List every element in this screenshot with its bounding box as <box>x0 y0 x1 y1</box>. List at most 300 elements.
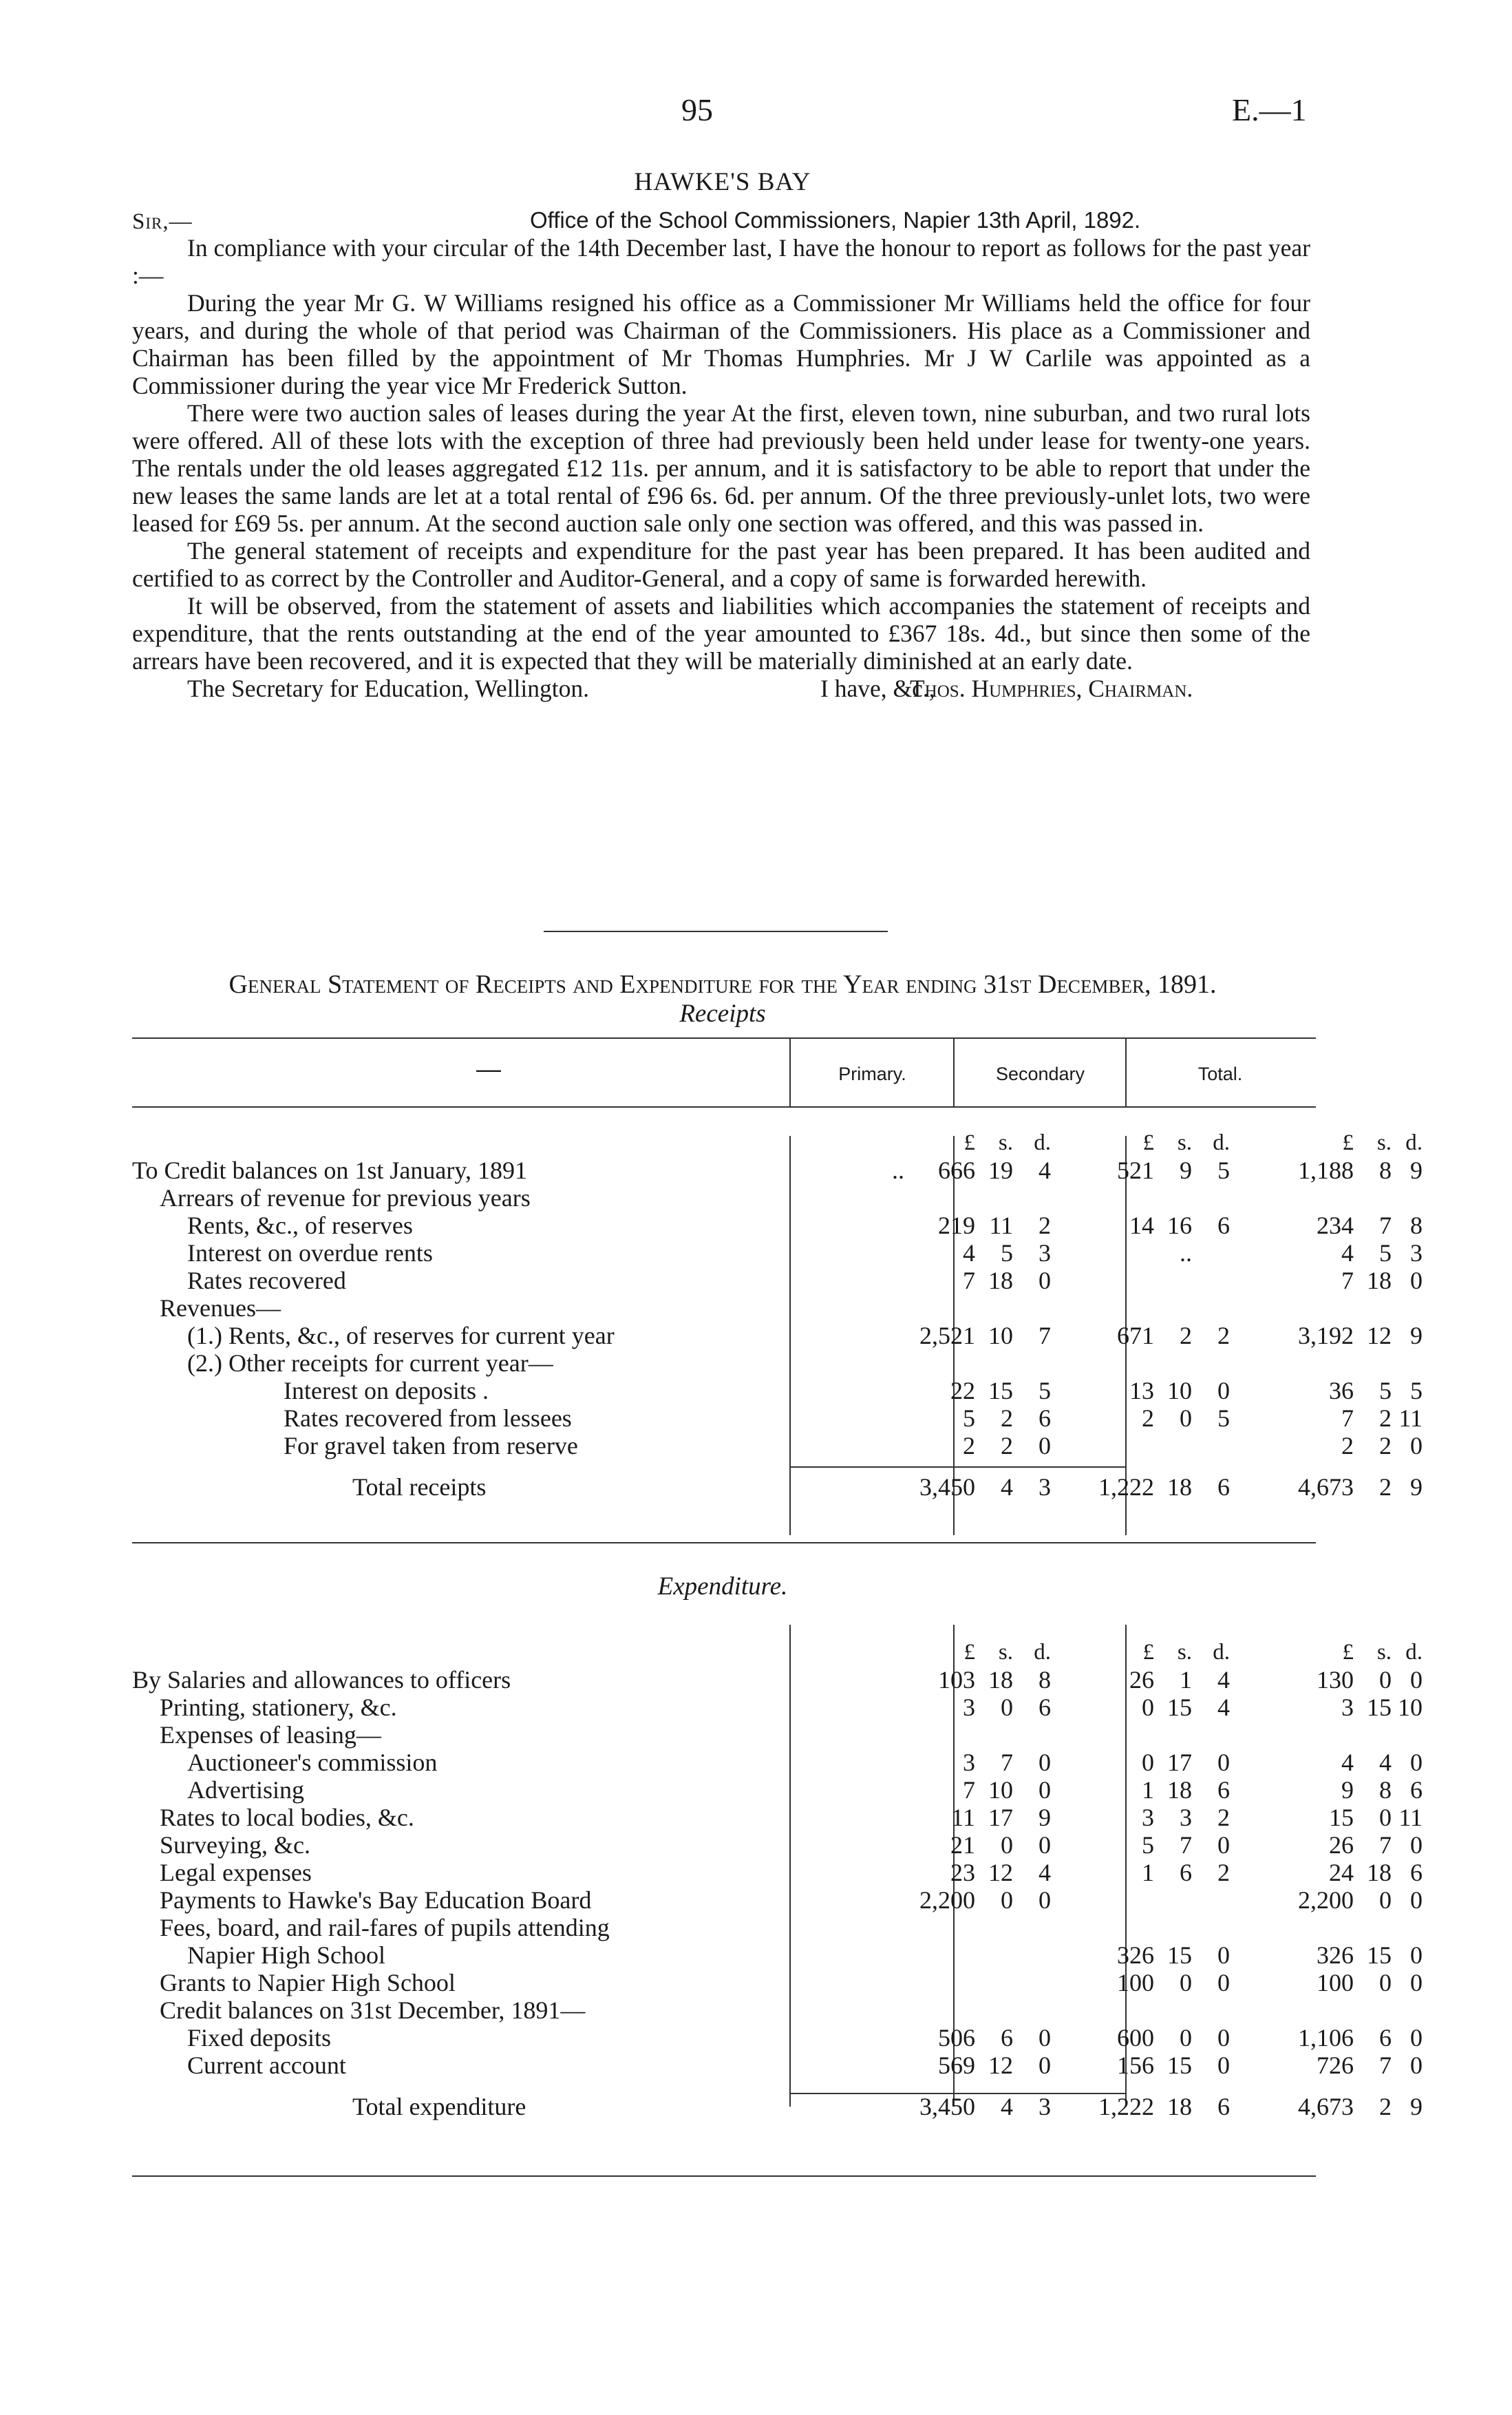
amount-cell: 666 <box>938 1157 975 1184</box>
gap <box>1230 2093 1250 2120</box>
amount-cell: 6 <box>1410 1776 1423 1804</box>
amount-cell <box>910 1996 975 2024</box>
amount-cell <box>1072 1239 1154 1267</box>
row-label-text: (2.) Other receipts for current year— <box>187 1349 553 1377</box>
document-reference: E.—1 <box>1232 92 1307 127</box>
row-label-text: (1.) Rents, &c., of reserves for current year <box>187 1322 615 1349</box>
amount-cell: 12 <box>1367 1322 1392 1349</box>
gap <box>1230 1996 1250 2024</box>
amount-cell: 4 <box>963 1239 975 1267</box>
amount-cell <box>1250 1721 1354 1749</box>
total-amount-cell: 4 <box>1001 2093 1013 2120</box>
signatory: Thos. Humphries, Chairman. <box>910 675 1193 702</box>
gap <box>1230 1776 1250 1804</box>
amount-cell: 0 <box>1410 2052 1423 2079</box>
amount-cell: 100 <box>1117 1969 1154 1996</box>
amount-cell: 18 <box>1167 1776 1192 1804</box>
table-row <box>132 1969 1423 1996</box>
row-label-text: Legal expenses <box>160 1859 312 1886</box>
amount-cell: 0 <box>1039 1267 1051 1294</box>
amount-cell: 7 <box>1379 2052 1392 2079</box>
expenditure-bottom-rule <box>132 2175 1316 2177</box>
amount-cell: 6 <box>1379 2024 1392 2052</box>
amount-cell: 8 <box>1379 1776 1392 1804</box>
gap <box>1051 1377 1072 1404</box>
amount-cell: 9 <box>1180 1157 1192 1184</box>
statement-title: General Statement of Receipts and Expenditure for the Year ending 31st December, 1891. <box>228 970 1217 999</box>
amount-cell: 9 <box>1039 1804 1051 1831</box>
row-label <box>132 1969 910 1996</box>
amount-cell <box>1072 1996 1154 2024</box>
amount-cell: 0 <box>1039 1886 1051 1914</box>
amount-cell <box>910 1294 975 1322</box>
amount-cell <box>1354 1349 1392 1377</box>
table-row <box>132 1749 1423 1776</box>
gap <box>1230 1638 1250 1666</box>
amount-cell: 4 <box>1341 1749 1354 1776</box>
row-label <box>132 1721 910 1749</box>
row-label-text: Rents, &c., of reserves <box>187 1212 413 1239</box>
row-label <box>132 1212 910 1239</box>
amount-cell: 0 <box>1180 1404 1192 1432</box>
amount-cell: 4 <box>1039 1157 1051 1184</box>
row-label-text: Current account <box>187 2052 346 2079</box>
amount-cell <box>1072 1184 1154 1212</box>
amount-cell: 11 <box>1398 1804 1423 1831</box>
unit-label: d. <box>1405 1640 1423 1665</box>
amount-cell: 2 <box>1180 1322 1192 1349</box>
amount-cell: 5 <box>1379 1239 1392 1267</box>
amount-cell: 9 <box>1341 1776 1354 1804</box>
row-label <box>132 1349 910 1377</box>
total-amount-cell: 4 <box>1001 1473 1013 1501</box>
gap <box>1230 1859 1250 1886</box>
letter-paragraph: During the year Mr G. W Williams resigned his office as a Commissioner Mr Williams held the office for four years, and during the whole of that period was Chairman of the Commissioners. His place as a Commissioner and Chairman has been filled by the appointment of Mr Thomas Humphries. Mr J W Carlile was appointed as a Commissioner during the year vice Mr Frederick Sutton. <box>132 289 1310 399</box>
receipts-bottom-rule <box>132 1542 1316 1543</box>
row-label-text: Expenses of leasing— <box>160 1721 381 1749</box>
amount-cell: 7 <box>1341 1404 1354 1432</box>
amount-cell <box>1013 1721 1051 1749</box>
amount-cell: 26 <box>1329 1831 1354 1859</box>
table-header-rule <box>132 1106 1316 1108</box>
amount-cell: 36 <box>1329 1377 1354 1404</box>
total-amount-cell: 3,450 <box>919 1473 975 1501</box>
amount-cell: 0 <box>1217 1969 1230 1996</box>
amount-cell <box>1392 1184 1423 1212</box>
amount-cell: 6 <box>1180 1859 1192 1886</box>
total-row <box>132 1473 1423 1501</box>
amount-cell: 2 <box>1217 1804 1230 1831</box>
amount-cell: 2 <box>1379 1404 1392 1432</box>
table-row <box>132 1804 1423 1831</box>
amount-cell <box>1072 1432 1154 1459</box>
gap <box>1051 1804 1072 1831</box>
row-label <box>132 1694 910 1721</box>
amount-cell: 2 <box>1039 1212 1051 1239</box>
amount-cell: 0 <box>1379 1969 1392 1996</box>
amount-cell <box>1154 1721 1192 1749</box>
amount-cell <box>1013 1969 1051 1996</box>
amount-cell: 100 <box>1317 1969 1354 1996</box>
amount-cell: 6 <box>1217 1776 1230 1804</box>
amount-cell: 2 <box>1142 1404 1154 1432</box>
blank-column-head: — <box>476 1055 501 1083</box>
amount-cell: 600 <box>1117 2024 1154 2052</box>
amount-cell <box>1354 1996 1392 2024</box>
amount-cell: 18 <box>988 1666 1013 1694</box>
gap <box>1230 1322 1250 1349</box>
amount-cell: 103 <box>938 1666 975 1694</box>
amount-cell <box>975 1294 1013 1322</box>
amount-cell: 15 <box>988 1377 1013 1404</box>
amount-cell: 8 <box>1379 1157 1392 1184</box>
gap <box>1051 1886 1072 1914</box>
table-top-rule <box>132 1037 1316 1039</box>
amount-cell: 5 <box>1039 1377 1051 1404</box>
gap <box>1230 2052 1250 2079</box>
amount-cell: 10 <box>988 1322 1013 1349</box>
amount-cell: 13 <box>1129 1377 1154 1404</box>
gap <box>1051 1212 1072 1239</box>
row-label <box>132 1886 910 1914</box>
closing-line: I have, &c., <box>820 675 935 702</box>
amount-cell: 6 <box>1217 1212 1230 1239</box>
amount-cell: 2 <box>1379 1432 1392 1459</box>
column-divider <box>1125 1038 1127 1107</box>
row-label-text: Grants to Napier High School <box>160 1969 456 1996</box>
amount-cell <box>1154 1432 1192 1459</box>
amount-cell: 5 <box>1410 1377 1423 1404</box>
table-row <box>132 1914 1423 1941</box>
section-divider <box>544 931 888 932</box>
amount-cell: 506 <box>938 2024 975 2052</box>
amount-cell <box>1154 1886 1192 1914</box>
row-label <box>132 1804 910 1831</box>
amount-cell: 0 <box>1410 1432 1423 1459</box>
amount-cell: 15 <box>1167 2052 1192 2079</box>
amount-cell <box>1250 1294 1354 1322</box>
amount-cell <box>1250 1996 1354 2024</box>
table-row <box>132 1322 1423 1349</box>
amount-cell: 5 <box>963 1404 975 1432</box>
amount-cell: 4 <box>1379 1749 1392 1776</box>
total-amount-cell: 6 <box>1217 1473 1230 1501</box>
row-label <box>132 1184 910 1212</box>
amount-cell <box>975 1941 1013 1969</box>
amount-cell: 18 <box>988 1267 1013 1294</box>
amount-cell: 16 <box>1167 1212 1192 1239</box>
amount-cell <box>910 1349 975 1377</box>
row-label-text: Payments to Hawke's Bay Education Board <box>160 1886 592 1914</box>
amount-cell: 1 <box>1142 1776 1154 1804</box>
amount-cell: 3 <box>963 1749 975 1776</box>
row-label <box>132 1776 910 1804</box>
amount-cell: 11 <box>1398 1404 1423 1432</box>
row-label-text: Printing, stationery, &c. <box>160 1694 397 1721</box>
gap <box>1230 1129 1250 1157</box>
table-row <box>132 1886 1423 1914</box>
amount-cell: 8 <box>1410 1212 1423 1239</box>
amount-cell: 0 <box>1217 1831 1230 1859</box>
gap <box>1230 1694 1250 1721</box>
row-label <box>132 1859 910 1886</box>
row-label-text: Fixed deposits <box>187 2024 332 2052</box>
row-label-text: Revenues— <box>160 1294 281 1322</box>
amount-cell: 0 <box>1410 1749 1423 1776</box>
gap <box>1051 1666 1072 1694</box>
amount-cell: 3 <box>1142 1804 1154 1831</box>
row-label <box>132 1377 910 1404</box>
table-row <box>132 2052 1423 2079</box>
page-number: 95 <box>681 92 713 127</box>
amount-cell <box>1192 1996 1230 2024</box>
salutation: Sir,— <box>132 209 193 234</box>
gap <box>1230 1804 1250 1831</box>
amount-cell: 15 <box>1167 1694 1192 1721</box>
total-amount-cell: 1,222 <box>1098 2093 1154 2120</box>
amount-cell: 2 <box>1341 1432 1354 1459</box>
table-row <box>132 1831 1423 1859</box>
amount-cell: 156 <box>1117 2052 1154 2079</box>
gap <box>1230 1267 1250 1294</box>
gap <box>1051 1749 1072 1776</box>
amount-cell: 22 <box>950 1377 975 1404</box>
units-spacer <box>132 1638 910 1666</box>
gap <box>1051 1831 1072 1859</box>
amount-cell: 15 <box>1329 1804 1354 1831</box>
amount-cell: 7 <box>963 1776 975 1804</box>
amount-cell: 18 <box>1367 1859 1392 1886</box>
table-row <box>132 1349 1423 1377</box>
amount-cell: 1 <box>1142 1859 1154 1886</box>
row-label-text: Rates recovered <box>187 1267 346 1294</box>
gap <box>1230 1239 1250 1267</box>
gap <box>1230 1404 1250 1432</box>
amount-cell <box>1013 1349 1051 1377</box>
amount-cell <box>1072 1914 1154 1941</box>
gap <box>1051 1432 1072 1459</box>
amount-cell: 9 <box>1410 1322 1423 1349</box>
gap <box>1230 1294 1250 1322</box>
gap <box>1230 1377 1250 1404</box>
amount-cell <box>1392 1721 1423 1749</box>
total-label-text: Total expenditure <box>352 2093 526 2120</box>
total-amount-cell: 4,673 <box>1298 2093 1354 2120</box>
amount-cell: 5 <box>1217 1404 1230 1432</box>
amount-cell: 0 <box>1001 1886 1013 1914</box>
amount-cell <box>1154 1267 1192 1294</box>
amount-cell: 2 <box>1217 1322 1230 1349</box>
row-label <box>132 1941 910 1969</box>
page-title: HAWKE'S BAY <box>634 168 811 196</box>
amount-cell <box>1354 1294 1392 1322</box>
amount-cell: 326 <box>1317 1941 1354 1969</box>
units-row <box>132 1638 1423 1666</box>
gap <box>1051 1859 1072 1886</box>
amount-cell: 6 <box>1410 1859 1423 1886</box>
amount-cell: 15 <box>1367 1941 1392 1969</box>
gap <box>1230 1473 1250 1501</box>
amount-cell: 0 <box>1217 2052 1230 2079</box>
unit-label: s. <box>998 1130 1013 1155</box>
gap <box>1051 1638 1072 1666</box>
amount-cell: 6 <box>1039 1404 1051 1432</box>
amount-cell: 10 <box>1167 1377 1192 1404</box>
amount-cell <box>1072 1721 1154 1749</box>
gap <box>1230 1666 1250 1694</box>
gap <box>1051 1322 1072 1349</box>
amount-cell: 0 <box>1410 1267 1423 1294</box>
amount-cell: 7 <box>1379 1212 1392 1239</box>
gap <box>1230 1969 1250 1996</box>
gap <box>1051 2024 1072 2052</box>
amount-cell: 0 <box>1142 1749 1154 1776</box>
table-row <box>132 1239 1423 1267</box>
amount-cell <box>1354 1721 1392 1749</box>
row-label-text: Auctioneer's commission <box>187 1749 438 1776</box>
leader-dots: .. <box>892 1157 904 1184</box>
total-amount-cell: 18 <box>1167 2093 1192 2120</box>
amount-cell: 3 <box>1039 1239 1051 1267</box>
row-label <box>132 1239 910 1267</box>
amount-cell: 0 <box>1217 1749 1230 1776</box>
amount-cell: 0 <box>1410 1969 1423 1996</box>
amount-cell <box>1192 1886 1230 1914</box>
spacer-row <box>132 2079 1423 2093</box>
gap <box>1230 1941 1250 1969</box>
amount-cell: 15 <box>1367 1694 1392 1721</box>
gap <box>1051 1694 1072 1721</box>
amount-cell: 5 <box>1142 1831 1154 1859</box>
amount-cell <box>1013 1914 1051 1941</box>
row-label <box>132 1322 910 1349</box>
unit-label: £ <box>1342 1130 1354 1155</box>
amount-cell: 219 <box>938 1212 975 1239</box>
total-amount-cell: 4,673 <box>1298 1473 1354 1501</box>
amount-cell: 4 <box>1039 1859 1051 1886</box>
amount-cell <box>1154 1914 1192 1941</box>
row-label <box>132 1831 910 1859</box>
amount-cell <box>910 1969 975 1996</box>
gap <box>1051 1914 1072 1941</box>
amount-cell <box>1192 1914 1230 1941</box>
amount-cell <box>1392 1914 1423 1941</box>
row-label-text: By Salaries and allowances to officers <box>132 1666 511 1694</box>
amount-cell: 3 <box>963 1694 975 1721</box>
amount-cell: 23 <box>950 1859 975 1886</box>
gap <box>1230 1886 1250 1914</box>
gap <box>1051 1184 1072 1212</box>
amount-cell <box>1154 1996 1192 2024</box>
total-amount-cell: 2 <box>1379 1473 1392 1501</box>
total-amount-cell: 2 <box>1379 2093 1392 2120</box>
amount-cell: 4 <box>1341 1239 1354 1267</box>
gap <box>1230 1432 1250 1459</box>
total-amount-cell: 3,450 <box>919 2093 975 2120</box>
amount-cell: 2 <box>1217 1859 1230 1886</box>
table-row <box>132 1996 1423 2024</box>
amount-cell: 6 <box>1039 1694 1051 1721</box>
amount-cell: 726 <box>1317 2052 1354 2079</box>
closing-block <box>132 675 1310 702</box>
amount-cell: 130 <box>1317 1666 1354 1694</box>
row-label-text: Rates to local bodies, &c. <box>160 1804 414 1831</box>
amount-cell: 569 <box>938 2052 975 2079</box>
amount-cell <box>1013 1184 1051 1212</box>
amount-cell: 0 <box>1001 1831 1013 1859</box>
amount-cell: 0 <box>1410 1941 1423 1969</box>
receipts-table <box>132 1129 1423 1501</box>
amount-cell <box>1192 1349 1230 1377</box>
amount-cell: 9 <box>1410 1157 1423 1184</box>
unit-label: £ <box>963 1130 975 1155</box>
amount-cell: .. <box>1180 1239 1192 1267</box>
unit-label: s. <box>1376 1130 1392 1155</box>
table-row <box>132 1776 1423 1804</box>
amount-cell <box>1192 1239 1230 1267</box>
units-row <box>132 1129 1423 1157</box>
amount-cell: 10 <box>1398 1694 1423 1721</box>
total-amount-cell: 1,222 <box>1098 1473 1154 1501</box>
table-row <box>132 1859 1423 1886</box>
gap <box>1051 1776 1072 1804</box>
gap <box>1051 1404 1072 1432</box>
letter-body <box>132 234 1310 702</box>
total-amount-cell: 3 <box>1039 2093 1051 2120</box>
amount-cell: 7 <box>963 1267 975 1294</box>
total-amount-cell: 3 <box>1039 1473 1051 1501</box>
unit-label: £ <box>963 1640 975 1665</box>
amount-cell: 18 <box>1367 1267 1392 1294</box>
amount-cell: 1,106 <box>1298 2024 1354 2052</box>
amount-cell: 4 <box>1217 1666 1230 1694</box>
amount-cell: 10 <box>988 1776 1013 1804</box>
gap <box>1230 1157 1250 1184</box>
amount-cell <box>1013 1996 1051 2024</box>
amount-cell: 14 <box>1129 1212 1154 1239</box>
column-head-primary: Primary. <box>838 1064 906 1084</box>
amount-cell: 3 <box>1180 1804 1192 1831</box>
amount-cell: 2,521 <box>919 1322 975 1349</box>
table-row <box>132 1721 1423 1749</box>
amount-cell: 5 <box>1001 1239 1013 1267</box>
addressee: The Secretary for Education, Wellington. <box>187 675 590 702</box>
amount-cell <box>1354 1184 1392 1212</box>
table-row <box>132 1184 1423 1212</box>
row-label-text: For gravel taken from reserve <box>284 1432 578 1459</box>
amount-cell: 7 <box>1039 1322 1051 1349</box>
row-label <box>132 1914 910 1941</box>
amount-cell <box>1192 1294 1230 1322</box>
gap <box>1051 1941 1072 1969</box>
gap <box>1051 1267 1072 1294</box>
gap <box>1051 1129 1072 1157</box>
unit-label: d. <box>1034 1640 1051 1665</box>
total-amount-cell: 18 <box>1167 1473 1192 1501</box>
amount-cell: 17 <box>988 1804 1013 1831</box>
amount-cell: 2 <box>1001 1432 1013 1459</box>
amount-cell: 0 <box>1410 1831 1423 1859</box>
amount-cell <box>1192 1184 1230 1212</box>
row-label <box>132 1157 910 1184</box>
gap <box>1051 1721 1072 1749</box>
amount-cell: 2 <box>963 1432 975 1459</box>
row-label <box>132 1666 910 1694</box>
gap <box>1230 1721 1250 1749</box>
letter-paragraph: The general statement of receipts and expenditure for the past year has been prepared. It has been audited and certified to as correct by the Controller and Auditor-General, and a copy of same is forwarded herewith. <box>132 537 1310 592</box>
total-label <box>132 2093 910 2120</box>
amount-cell <box>1072 1349 1154 1377</box>
